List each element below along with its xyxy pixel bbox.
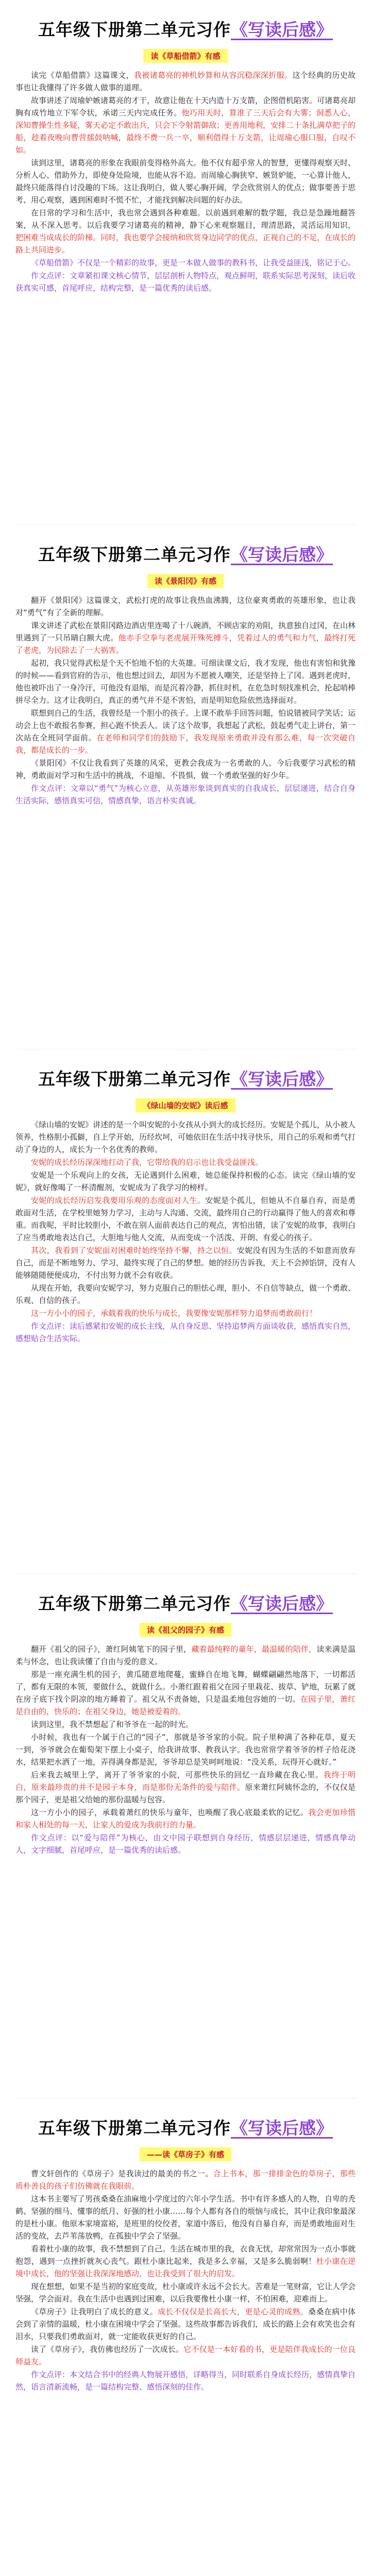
highlight-text: 我被诸葛亮的神机妙算和从容沉稳深深折服。	[133, 71, 293, 80]
paragraph-text: 曹文轩创作的《草房子》是我读过的最美的书之一。	[31, 2169, 213, 2178]
essay-title	[15, 2115, 356, 2139]
essay-paragraph	[15, 269, 356, 294]
essay-subtitle: 读《景阳冈》有感	[147, 574, 224, 588]
essay-subtitle: 《绿山墙的安妮》读后感	[136, 1098, 235, 1112]
paragraph-text: 后来我去城里上学，离开了爷爷家的小院，可那些快乐的回忆一直珍藏在我心里。	[31, 1770, 324, 1780]
essay-paragraph	[15, 2243, 356, 2280]
paragraph-text: 安妮是个孤儿，但她从不自暴自弃，而是勇敢面对生活，在学校里她努力学习，主动与人沟通、交流，最终用自己的行动赢得了他人的喜欢和尊重。而我呢，平时比较胆小，不敢在别人面前表达自己的观点，害怕出错，读了安妮的故事，我明白了应当勇敢地表达自己，大胆地与他人交流，从而变成一个活泼、开朗、有爱心的孩子。	[15, 1196, 356, 1242]
highlight-text: 安妮的成长经历启发我要用乐观的态度面对人生。	[31, 1196, 206, 1205]
highlight-text: 成长不仅仅是长高长大，更是心灵的成熟。	[157, 2307, 309, 2316]
highlight-text: 安妮的成长经历深深地打动了我，它带给我的启示也让我受益匪浅。	[31, 1158, 263, 1167]
paragraph-text: 原来萧红阿姨怀念的，不仅仅是那个园子，更是祖父给她的那份温暖与包容。	[15, 1783, 356, 1804]
essay-paragraph	[15, 757, 356, 782]
paragraph-text: 读完《草船借箭》这篇课文，	[31, 71, 134, 80]
essay-paragraph	[15, 1731, 356, 1768]
essay-paragraph	[15, 1156, 356, 1168]
essay-title-suffix: 《写读后感》	[231, 545, 333, 565]
paragraph-text: 在日常的学习和生活中，我也常会遇到各种难题。以前遇到难解的数学题，我总是急躁地翻答案，从不深入思考。以后我要学习诸葛亮的精神，静下心来观察题目，理清思路，灵活运用知识，	[15, 208, 356, 230]
paragraph-text: 起初，我只觉得武松是个天不怕地不怕的大英雄。可细读课文后，我才发现，他也有害怕和犹豫的时候——看到官府的告示，他也想过回去，却因为不愿被人嘲笑，还是坚持上了冈。遇到老虎时，他也被吓出了一身冷汗，可他没有退缩，而是沉着冷静，抓住时机，在危急时刻找准机会，抡起哨棒拼尽全力。这才让我明白，真正的勇气并不是不害怕，而是明知危险依然选择面对。	[15, 658, 356, 705]
paragraph-text: 那是一座充满生机的园子，黄瓜随意地爬蔓，蜜蜂自在地飞舞，蝴蝶翩翩然地落下，一切都活了，都有无限的本领，要做什么，就做什么。小萧红跟着祖父在园子里栽花、拔草、铲地，玩累了就在房子底下找个阴凉的地方睡着了。祖父从不责备她，只是温柔地包容她的一切。	[15, 1670, 356, 1704]
essay-paragraph	[15, 207, 356, 256]
essay-subtitle: 读《草船借箭》有感	[143, 49, 227, 63]
essay-subtitle: ——读《草房子》有感	[140, 2147, 231, 2161]
highlight-text: 他赤手空拳与老虎展开殊死搏斗，凭着过人的勇气和力气，最终打死了老虎，为民除去了一大祸害。	[15, 633, 356, 655]
essay-paragraph	[15, 2368, 356, 2393]
essay-subtitle-row	[15, 2147, 356, 2161]
essay-paragraph	[15, 1668, 356, 1718]
essay-body	[15, 2167, 356, 2393]
essay-section	[15, 0, 356, 524]
essay-paragraph	[15, 1244, 356, 1281]
essay-paragraph	[15, 619, 356, 656]
paragraph-text: 桑桑在病中体会到了亲情的温暖，杜小康在困境中学会了坚强。这些故事都告诉我们，成长的路上会有欢笑也会有泪水，只要我们勇敢面对，就一定能收获更好的自己。	[15, 2307, 356, 2341]
essay-title	[15, 16, 356, 41]
essay-paragraph	[15, 2193, 356, 2242]
paragraph-text: 小时候，我也有一个属于自己的“园子”，那就是爷爷家的小院。院子里种满了各种花草，夏天一到，爷爷就会在葡萄架下摆上小桌子，给我讲故事、教我认字。我也常常学着爷爷的样子给花浇水，结果把水洒了一地，弄得满身都是泥，爷爷却总是笑呵呵地说：“没关系，玩得开心就好。”	[15, 1733, 356, 1767]
essay-paragraph	[15, 1118, 356, 1156]
paragraph-text: 联想到自己的生活，我曾经是一个胆小的孩子。上课不敢举手回答问题，怕说错被同学笑话；运动会上也不敢报名参赛，担心跑不快丢人。读了这个故事，我想起了武松，鼓起勇气走上讲台，第一次站在全班同学面前。	[15, 708, 356, 742]
essay-paragraph	[15, 2343, 356, 2368]
essay-body	[15, 1118, 356, 1345]
essay-paragraph	[15, 1643, 356, 1668]
highlight-text: 他巧用天时，算准了三天后会有大雾；洞悉人心，深知曹操生性多疑，雾天必定不敢出兵，只会下令射箭御敌；更善用地利，安排二十条扎满草把子的船，趁着夜晚向曹营擂鼓呐喊，最终不费一兵一卒，顺利借得十万支箭，让周瑜心服口服，自叹不如。	[15, 108, 356, 155]
paragraph-text: 《景阳冈》不仅让我看到了英雄的风采，更教会我成为一名勇敢的人。今后我要学习武松的精神，勇敢面对学习和生活中的挑战，不退缩、不畏惧，做一个勇敢坚强的好少年。	[15, 758, 356, 780]
paragraph-text: 读到这里，我不禁想起了和爷爷在一起的时光。	[31, 1720, 194, 1729]
highlight-text: 我终于明白，原来最珍贵的并不是园子本身，而是那份无条件的爱与陪伴。	[15, 1770, 356, 1792]
essay-subtitle-row	[15, 1623, 356, 1637]
essay-paragraph	[15, 2280, 356, 2305]
essay-subtitle-row	[15, 574, 356, 588]
essay-paragraph	[15, 1169, 356, 1194]
essay-subtitle-row	[15, 1098, 356, 1112]
essay-paragraph	[15, 157, 356, 206]
paragraph-text: 翻开《祖父的园子》，萧红阿姨笔下的园子里，	[31, 1645, 192, 1654]
essay-paragraph	[15, 2167, 356, 2192]
essay-body	[15, 594, 356, 807]
essay-paragraph	[15, 782, 356, 807]
essay-paragraph	[15, 707, 356, 756]
essay-subtitle-row	[15, 49, 356, 63]
essay-paragraph	[15, 69, 356, 94]
essay-paragraph	[15, 1718, 356, 1731]
paragraph-text: 《绿山墙的安妮》讲述的是一个叫安妮的小女孩从小到大的成长经历。安妮是个孤儿，从小被人领养，性格胆小孤僻，自上学开始，历经坎坷，可她依旧在生活中找寻快乐，用自己的乐观和勇气打动了身边的人，成长为一个名优秀的教师。	[15, 1120, 356, 1154]
essay-title	[15, 1066, 356, 1090]
highlight-text: 杜小康在逆境中成长，他的坚强让我深深地感动，也让我受到了很大的启发。	[15, 2257, 356, 2278]
essay-title	[15, 541, 356, 566]
essay-title-suffix: 《写读后感》	[231, 1069, 333, 1089]
paragraph-text: 读来满是温柔与怀念，也让我读懂了自由与爱的意义。	[15, 1645, 356, 1666]
essay-title-suffix: 《写读后感》	[231, 20, 333, 40]
highlight-text: 藏着最纯粹的童年，最温暖的陪伴，	[191, 1645, 317, 1654]
essay-title-main: 五年级下册第二单元习作	[38, 2118, 231, 2138]
highlight-text: 其次，我看到了安妮面对困难时始终坚持不懈，持之以恒。	[31, 1246, 237, 1255]
essay-paragraph	[15, 594, 356, 619]
essay-section	[15, 1573, 356, 2098]
essay-subtitle: 读《祖父的园子》有感	[140, 1623, 231, 1637]
highlight-comment: 作文点评：读后感紧扣安妮的成长主线，从自身反思、坚持追梦两方面谈收获，感悟真实自然，感想贴合生活实际。	[15, 1321, 356, 1343]
paragraph-text: 安妮没有因为生活的不如意而放弃自己，而是不断地努力、学习，最终实现了自己的梦想。她的经历告诉我，天上不会掉馅饼，没有人能够随随便便成功，不付出努力就不会有收获。	[15, 1246, 356, 1280]
paragraph-text: 这一方小小的园子，承载着萧红的快乐与童年，也唤醒了我心底最柔软的记忆。	[31, 1808, 309, 1817]
highlight-text: 合上书本，那一排排金色的草房子，那些质朴善良的孩子们仿佛就在我眼前。	[15, 2169, 356, 2191]
highlight-comment: 作文点评：以“爱与陪伴”为核心，由文中园子联想到自身经历，情感层层递进，情感真挚动人，文字细腻，首尾呼应，是一篇优秀的读后感。	[15, 1833, 356, 1855]
highlight-comment: 作文点评：文章以“勇气”为核心立意，从英雄形象谈到真实的自我成长，层层递进，结合自身生活实际，感悟真实可信，情感真挚，语言朴实真诚。	[15, 784, 356, 805]
essay-paragraph	[15, 1832, 356, 1856]
highlight-text: 这一方小小的园子，承载着我的快乐与成长，我要像安妮那样努力追梦而勇敢前行！	[31, 1309, 317, 1318]
highlight-text: 我会更加珍惜和家人相处的每一天，让家人的爱成为我前行的力量。	[15, 1808, 356, 1829]
essay-paragraph	[15, 1769, 356, 1806]
paragraph-text: 读到这里，诸葛亮的形象在我眼前变得格外高大。他不仅有超乎常人的智慧，更懂得观察天时、分析人心、借助外力，即使身处险境，也能从容不迫。而周瑜心胸狭窄、嫉贤妒能，一心算计他人，最终只能落得自讨没趣的下场。这让我明白，做人要心胸开阔，学会欣赏别人的优点；做事要善于思考、用心观察，遇到困难时不慌不忙，才能找到解决问题的好办法。	[15, 158, 356, 205]
essay-title	[15, 1590, 356, 1615]
paragraph-text: 读了《草房子》，我仿佛也经历了一次成长。	[31, 2345, 184, 2354]
essay-body	[15, 1643, 356, 1856]
essay-paragraph	[15, 94, 356, 156]
highlight-comment: 作文点评：文章紧扣课文核心情节，层层剖析人物特点，观点鲜明，联系实际思考深刻，读后收获真实可感，首尾呼应，结构完整，是一篇优秀的读后感。	[15, 271, 356, 293]
paragraph-text: 看着杜小康的故事，我不禁想到了自己。生活在城市里的我，衣食无忧，却常常因为一点小事就抱怨，遇到一点挫折就灰心丧气。跟杜小康比起来，我是多么幸福，又是多么脆弱啊！	[15, 2244, 356, 2266]
essay-section	[15, 2098, 356, 2576]
essay-title-suffix: 《写读后感》	[231, 1594, 333, 1614]
essay-paragraph	[15, 2306, 356, 2343]
essay-paragraph	[15, 1320, 356, 1345]
essay-body	[15, 69, 356, 294]
paragraph-text: 翻开《景阳冈》这篇课文，武松打虎的故事让我热血沸腾，这位豪爽勇敢的英雄形象，也让我对“勇气”有了全新的理解。	[15, 596, 356, 617]
paragraph-text: 现在想想，如果不是当初的家庭变故，杜小康或许永远不会长大。苦难是一笔财富，它让人学会坚强，学会面对。我在生活中也遇到过困难，以后我要像杜小康一样，不怕困难，迎难而上。	[15, 2282, 356, 2303]
paragraph-text: 这本书主要写了男孩桑桑在油麻地小学度过的六年小学生活。书中有许多感人的人物，自卑的秃鹤、坚强的细马、懂事的纸月、好强的杜小康……每个人都有各自的烦恼与成长，其中让我印象最深的是杜小康。他原本家境富裕，是班里的佼佼者，家道中落后，他没有自暴自弃，而是勇敢地面对生活的变故，去芦苇荡放鸭，在孤独中学会了坚强。	[15, 2194, 356, 2241]
highlight-comment: 作文点评：本文结合书中的经典人物展开感悟，详略得当，同时联系自身成长经历，感情真挚自然，语言清新流畅，是一篇结构完整、感悟深刻的佳作。	[15, 2370, 356, 2392]
essay-paragraph	[15, 1307, 356, 1319]
paragraph-text: 故事讲述了周瑜妒嫉诸葛亮的才干，故意让他在十天内造十万支箭，企图借机陷害。可诸葛亮却胸有成竹地立下军令状，承诺三天内完成任务。	[15, 96, 356, 117]
highlight-text: 它不仅是一本好看的书，更是陪伴我成长的一位良师益友。	[15, 2345, 356, 2366]
paragraph-text: 从现在开始，我要向安妮学习，努力克服自己的胆怯心理，胆小、不自信等缺点，做一个勇敢、乐观、自信的孩子。	[15, 1283, 356, 1305]
paragraph-text: 这个经典的历史故事也让我懂得了许多做人做事的道理。	[15, 71, 356, 92]
essay-paragraph	[15, 257, 356, 269]
highlight-text: 在园子里，萧红是自由的，快乐的；在祖父身边，她是被爱着的。	[15, 1694, 356, 1716]
essay-paragraph	[15, 657, 356, 706]
essay-title-main: 五年级下册第二单元习作	[38, 1069, 231, 1089]
essay-paragraph	[15, 1282, 356, 1307]
paragraph-text: 安妮是一个乐观向上的女孩，无论遇到什么困难，她总能保持积极的心态。读完《绿山墙的安妮》，就好像喝了一杯清醒剂，安妮成为了我学习的榜样。	[15, 1171, 356, 1192]
highlight-text: 在老师和同学们的鼓励下，我发现原来勇敢并没有那么难，每一次突破自我，都是成长的一步。	[15, 733, 356, 755]
paragraph-text: 《草房子》让我明白了成长的意义。	[31, 2307, 158, 2316]
essay-title-main: 五年级下册第二单元习作	[38, 545, 231, 565]
essay-title-suffix: 《写读后感》	[231, 2118, 333, 2138]
essay-paragraph	[15, 1194, 356, 1244]
highlight-comment: 《草船借箭》不仅是一个精彩的故事，更是一本做人做事的教科书，让我受益匪浅，铭记于心。	[31, 258, 356, 267]
highlight-text: 把困难当成成长的阶梯。同时，我也要学会接纳和欣赏身边同学的优点，正视自己的不足，在成长的路上共同进步。	[15, 233, 356, 255]
essay-paragraph	[15, 1806, 356, 1831]
essay-title-main: 五年级下册第二单元习作	[38, 20, 231, 40]
paragraph-text: 课文讲述了武松在景阳冈路边酒店里连喝了十八碗酒，不顾店家的劝阻，执意独自过冈，在山林里遇到了一只吊睛白额大虎。	[15, 621, 356, 642]
essay-section	[15, 524, 356, 1049]
essay-section	[15, 1049, 356, 1573]
essay-title-main: 五年级下册第二单元习作	[38, 1594, 231, 1614]
